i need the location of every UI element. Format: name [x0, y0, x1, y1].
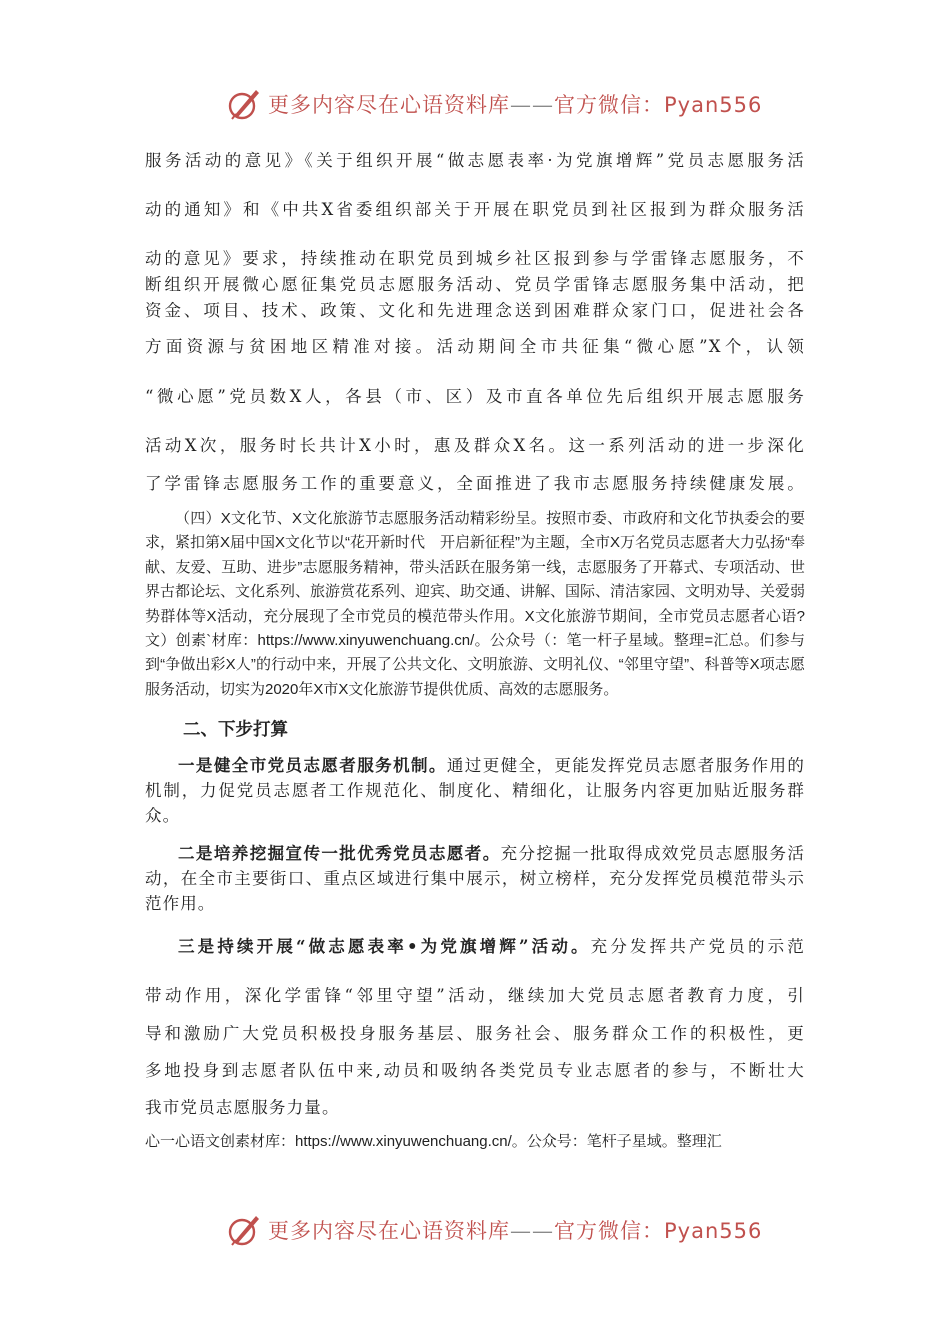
header-dash: —— — [510, 93, 554, 117]
footer-wechat-id: Pyan556 — [664, 1219, 763, 1243]
text-line: 我市党员志愿服务力量。 — [145, 1098, 340, 1118]
header-brand — [226, 86, 762, 122]
plan-item-2-text: 充分挖掘一批取得成效党员志愿服务活动，在全市主要街口、重点区域进行集中展示，树立榜样，充分发挥党员模范带头示范作用。 — [145, 844, 805, 914]
text-line: 服务活动的意见》《关于组织开展“做志愿表率·为党旗增辉”党员志愿服务活 — [145, 151, 805, 170]
source-footnote-line: 心一心语文创素材库：https://www.xinyuwenchuang.cn/。公众号：笔杆子星域。整理汇 — [145, 1133, 722, 1151]
paragraph-festival: （四）X文化节、X文化旅游节志愿服务活动精彩纷呈。按照市委、市政府和文化节执委会的要求，紧扣第X届中国X文化节以“花开新时代 开启新征程”为主题，全市X万名党员志愿者大力弘扬“奉献、友爱、互助、进步”志愿服务精神，带头活跃在服务第一线，志愿服务了开幕式、专项活动、世界古都论坛、文化系列、旅游赏花系列、迎宾、助交通、讲解、国际、清洁家园、文明劝导、关爱弱势群体等X活动，充分展现了全市党员的模范带头作用。X文化旅游节期间，全市党员志愿者心语?文）创素`材库：https://www.xinyuwenchuang.cn/。公众号（：笔一杆子星域。整理=汇总。们参与到“争做出彩X人”的行动中来，开展了公共文化、文明旅游、文明礼仪、“邻里守望”、科普等X项志愿服务活动，切实为2020年X市X文化旅游节提供优质、高效的志愿服务。 — [145, 510, 806, 698]
plan-item-1 — [145, 753, 805, 828]
footer-brand-name: 更多内容尽在心语资料库 — [268, 1219, 510, 1243]
text-line: 多地投身到志愿者队伍中来,动员和吸纳各类党员专业志愿者的参与，不断壮大 — [145, 1061, 805, 1081]
page-footer — [0, 1212, 950, 1252]
plan-item-2-title: 二是培养挖掘宣传一批优秀党员志愿者。 — [178, 844, 501, 864]
text-line: 断组织开展微心愿征集党员志愿服务活动、党员学雷锋志愿服务集中活动，把 — [145, 275, 805, 294]
footer-dash: —— — [510, 1219, 554, 1243]
header-wechat-label: 官方微信： — [554, 93, 664, 117]
text-line: 动的通知》和《中共X省委组织部关于开展在职党员到社区报到为群众服务活 — [145, 200, 805, 219]
section-heading-next-steps: 二、下步打算 — [183, 720, 288, 741]
page-header — [0, 86, 950, 126]
text-line: 方面资源与贫困地区精准对接。活动期间全市共征集“微心愿”X个，认领 — [145, 337, 805, 356]
footer-wechat-label: 官方微信： — [554, 1219, 664, 1243]
plan-item-2 — [145, 841, 805, 916]
header-brand-name: 更多内容尽在心语资料库 — [268, 93, 510, 117]
paragraph-volunteer-service — [145, 150, 805, 507]
plan-item-1-title: 一是健全市党员志愿者服务机制。 — [178, 756, 447, 776]
plan-item-1-text: 通过更健全，更能发挥党员志愿者服务作用的机制，力促党员志愿者工作规范化、制度化、精细化，让服务内容更加贴近服务群众。 — [145, 756, 806, 826]
text-line: 活动X次，服务时长共计X小时，惠及群众X名。这一系列活动的进一步深化 — [145, 436, 805, 455]
text-line: 了学雷锋志愿服务工作的重要意义，全面推进了我市志愿服务持续健康发展。 — [145, 474, 805, 493]
text-line: 资金、项目、技术、政策、文化和先进理念送到困难群众家门口，促进社会各 — [145, 301, 805, 320]
quill-logo-icon — [226, 1212, 262, 1248]
text-line: 带动作用，深化学雷锋“邻里守望”活动，继续加大党员志愿者教育力度，引 — [145, 986, 805, 1006]
header-wechat-id: Pyan556 — [664, 93, 763, 117]
text-line: “微心愿”党员数X人，各县（市、区）及市直各单位先后组织开展志愿服务 — [145, 387, 805, 406]
plan-item-3-text: 充分发挥共产党员的示范 — [590, 937, 805, 957]
plan-item-3 — [145, 936, 805, 1130]
quill-logo-icon — [226, 86, 262, 122]
text-line: 导和激励广大党员积极投身服务基层、服务社会、服务群众工作的积极性，更 — [145, 1024, 805, 1044]
footer-brand — [226, 1212, 762, 1248]
plan-item-3-title: 三是持续开展“做志愿表率•为党旗增辉”活动。 — [178, 937, 591, 957]
document-body — [145, 150, 805, 1151]
text-line: 动的意见》要求，持续推动在职党员到城乡社区报到参与学雷锋志愿服务，不 — [145, 249, 805, 268]
